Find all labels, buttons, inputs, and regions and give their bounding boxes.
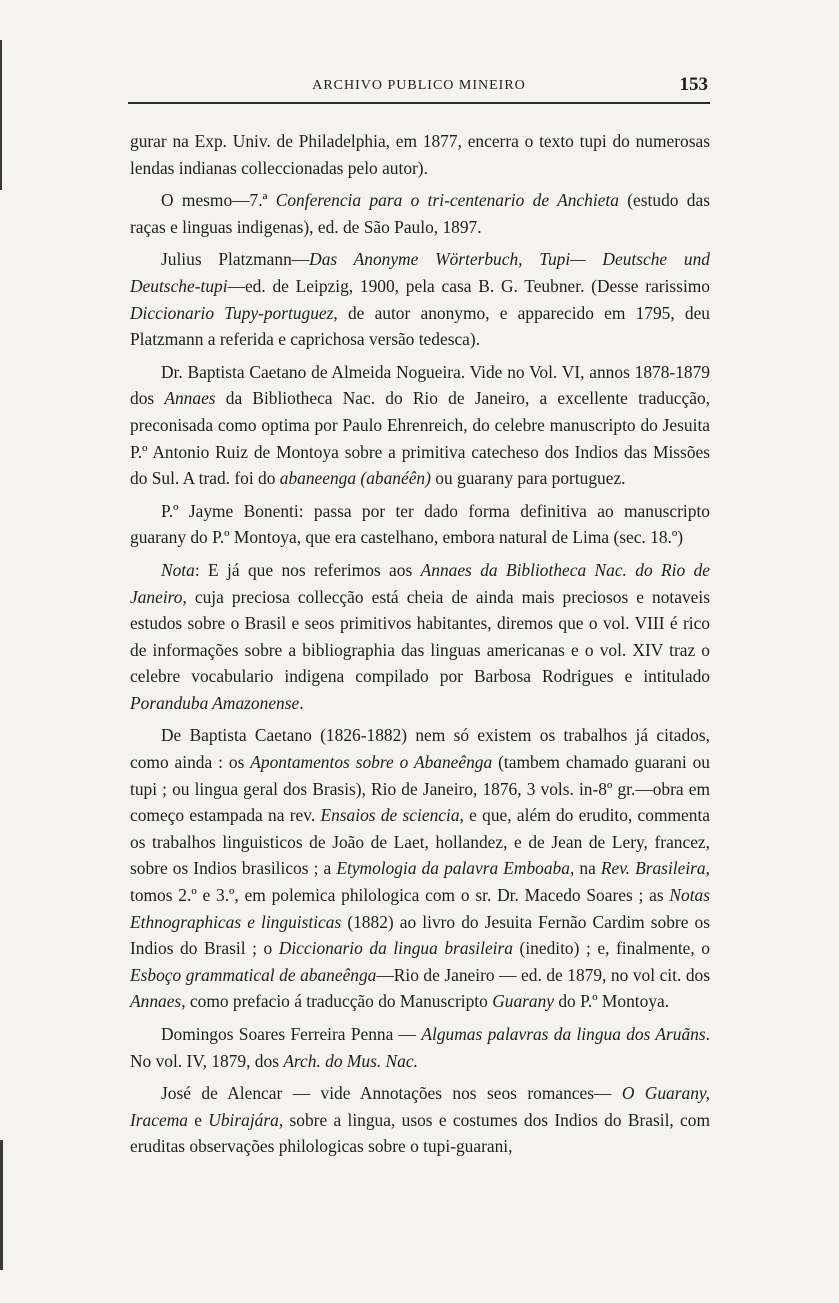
paragraph-text: . No vol. IV, 1879, dos	[130, 1024, 710, 1071]
italic-title-text: Arch. do Mus. Nac.	[283, 1050, 418, 1071]
italic-title-text: O Guarany, Iracema	[130, 1083, 711, 1130]
paragraph-text: gurar na Exp. Univ. de Philadelphia, em 1877, encerra o texto tupi do numerosas lendas indianas colleccionadas pelo autor).	[130, 131, 710, 178]
running-title: ARCHIVO PUBLICO MINEIRO	[312, 78, 526, 93]
page-body	[130, 128, 710, 1166]
italic-title-text: Conferencia para o tri-centenario de Anchieta	[275, 190, 619, 211]
paragraph-text: , cuja preciosa collecção está cheia de ainda mais preciosos e notaveis estudos sobre o Brasil e seos primitivos habitantes, diremos que o vol. VIII é rico de informações sobre a bibliographia das linguas americanas e o vol. XIV traz o celebre vocabulario indigena compilado por Barbosa Rodrigues e intitulado	[130, 586, 710, 687]
paragraph	[130, 187, 710, 240]
paragraph-text: , como prefacio á traducção do Manuscripto	[181, 991, 493, 1012]
italic-title-text: Annaes	[164, 388, 216, 409]
italic-title-text: Esboço grammatical de abaneênga	[130, 964, 377, 985]
paragraph-text: José de Alencar — vide Annotações nos seos romances—	[161, 1083, 622, 1104]
italic-title-text: Etymologia da palavra Emboaba	[336, 858, 570, 879]
paragraph-text: —ed. de Leipzig, 1900, pela casa B. G. Teubner. (Desse rarissimo	[227, 275, 710, 296]
left-margin-mark	[0, 40, 2, 190]
italic-title-text: Apontamentos sobre o Abaneênga	[250, 752, 493, 773]
paragraph	[130, 246, 710, 352]
paragraph-text: (inedito) ; e, finalmente, o	[512, 938, 710, 959]
italic-title-text: Ensaios de sciencia	[320, 805, 460, 826]
italic-title-text: Notas Ethnographicas e linguisticas	[130, 885, 710, 932]
paragraph-text: De Baptista Caetano (1826-1882) nem só existem os trabalhos já citados, como ainda : os	[130, 725, 710, 773]
paragraph-text: O mesmo—7.ª	[161, 190, 276, 211]
paragraph-text: —Rio de Janeiro — ed. de 1879, no vol cit. dos	[376, 964, 711, 985]
left-margin-mark	[0, 1140, 3, 1270]
paragraph-text: do P.º Montoya.	[554, 991, 670, 1012]
italic-title-text: Annaes	[130, 991, 182, 1012]
paragraph-text: (estudo das raças e linguas indigenas), ed. de São Paulo, 1897.	[130, 190, 710, 237]
paragraph-text: Domingos Soares Ferreira Penna —	[161, 1024, 422, 1044]
paragraph-text: e	[187, 1109, 209, 1130]
paragraph	[130, 557, 710, 717]
paragraph-text: Dr. Baptista Caetano de Almeida Nogueira. Vide no Vol. VI, annos 1878-1879 dos	[130, 361, 710, 409]
paragraph-text: (1882) ao livro do Jesuita Fernão Cardim sobre os Indios do Brasil ; o	[130, 911, 711, 959]
page-header	[128, 72, 710, 104]
paragraph	[130, 359, 710, 492]
paragraph-text: , e que, além do erudito, commenta os trabalhos linguisticos de João de Laet, hollandez, e de Jean de Lery, francez, sobre os Indios brasilicos ; a	[130, 805, 710, 879]
paragraph-text: , de autor anonymo, e apparecido em 1795, deu Platzmann a referida e caprichosa versão tedesca).	[130, 302, 710, 350]
paragraph-text: .	[299, 692, 304, 713]
italic-title-text: abaneenga (abanéên)	[279, 468, 431, 489]
paragraph	[130, 498, 710, 551]
paragraph-text: , na	[569, 858, 601, 879]
italic-title-text: Annaes da Bibliotheca Nac. do Rio de Janeiro	[130, 559, 711, 607]
italic-title-text: Das Anonyme Wörterbuch, Tupi— Deutsche und Deutsche-tupi	[130, 249, 710, 296]
italic-title-text: Guarany	[492, 991, 555, 1012]
italic-title-text: Nota	[161, 559, 195, 580]
italic-title-text: Rev. Brasileira	[600, 858, 706, 879]
paragraph-text: , tomos 2.º e 3.º, em polemica philologica com o sr. Dr. Macedo Soares ; as	[130, 858, 710, 906]
italic-title-text: Ubirajára	[208, 1109, 279, 1130]
italic-title-text: Diccionario Tupy-portuguez	[130, 302, 334, 323]
italic-title-text: Algumas palavras da lingua dos Aruãns	[421, 1024, 706, 1044]
paragraph	[130, 722, 710, 1015]
paragraph	[130, 128, 710, 181]
italic-title-text: Diccionario da lingua brasileira	[278, 938, 513, 959]
paragraph-text: P.º Jayme Bonenti: passa por ter dado forma definitiva ao manuscripto guarany do P.º Montoya, que era castelhano, embora natural de Lima (sec. 18.º)	[130, 500, 710, 548]
paragraph-text: (tambem chamado guarani ou tupi ; ou lingua geral dos Brasis), Rio de Janeiro, 1876, 3 vols. in-8º gr.—obra em começo estampada na rev.	[130, 752, 710, 826]
paragraph	[130, 1080, 710, 1160]
italic-title-text: Poranduba Amazonense	[130, 692, 300, 713]
paragraph-text: : E já que nos referimos aos	[194, 559, 421, 580]
paragraph-text: , sobre a lingua, usos e costumes dos Indios do Brasil, com eruditas observações philologicas sobre o tupi-guarani,	[130, 1109, 710, 1157]
paragraph-text: da Bibliotheca Nac. do Rio de Janeiro, a excellente traducção, preconisada como optima por Paulo Ehrenreich, do celebre manuscripto do Jesuita P.º Antonio Ruiz de Montoya sobre a primitiva catecheso dos Indios das Missões do Sul. A trad. foi do	[130, 388, 711, 489]
paragraph-text: ou guarany para portuguez.	[430, 468, 626, 489]
page-number: 153	[679, 74, 708, 95]
paragraph-text: Julius Platzmann—	[161, 249, 310, 270]
paragraph	[130, 1021, 710, 1074]
